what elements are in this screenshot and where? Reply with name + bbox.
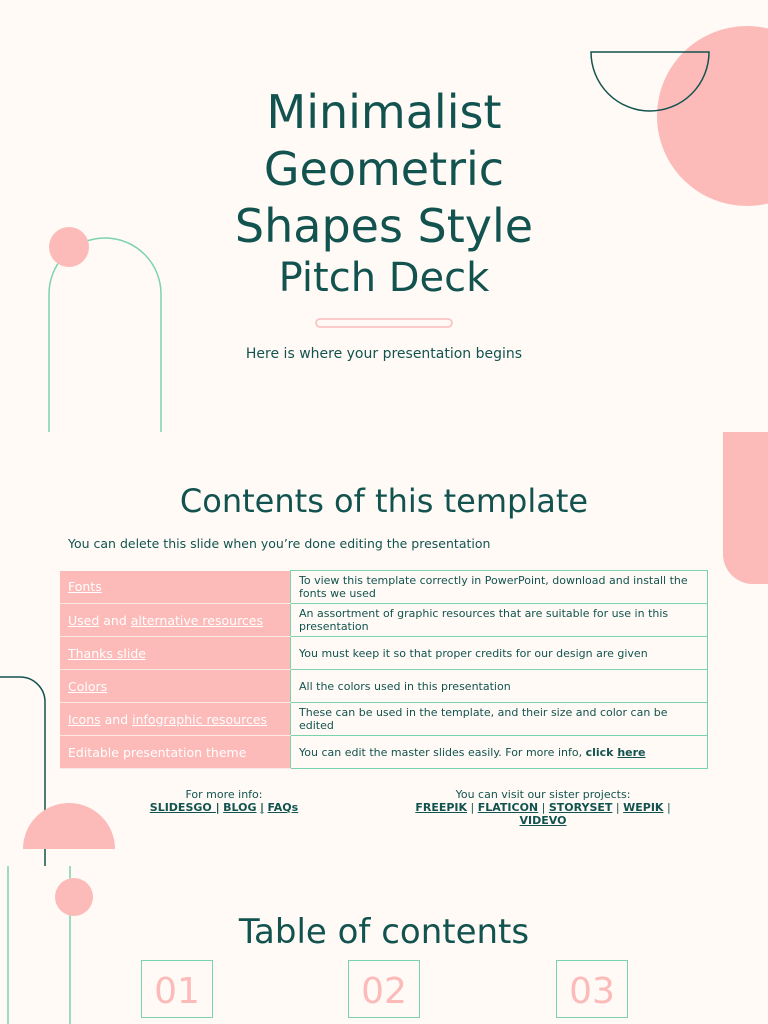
title-line-1: Minimalist	[266, 85, 502, 139]
subtitle: Here is where your presentation begins	[245, 346, 523, 362]
table-row	[60, 571, 708, 604]
blog-link[interactable]: BLOG	[223, 801, 257, 814]
row-label	[60, 736, 291, 769]
row-description: You must keep it so that proper credits for our design are given	[291, 637, 708, 670]
title-line-3: Shapes Style	[234, 199, 534, 253]
icons-link[interactable]: Icons	[68, 711, 101, 727]
label-connector: and	[99, 612, 131, 628]
slidesgo-link[interactable]: SLIDESGO	[149, 801, 216, 814]
table-row	[60, 637, 708, 670]
contents-table	[60, 570, 708, 769]
alternative-resources-link[interactable]: alternative resources	[130, 612, 264, 628]
slide-contents	[0, 432, 768, 866]
fonts-link[interactable]: Fonts	[68, 579, 102, 595]
click-text: click	[585, 745, 618, 759]
flaticon-link[interactable]: FLATICON	[477, 801, 539, 814]
storyset-link[interactable]: STORYSET	[548, 801, 613, 814]
row-description: All the colors used in this presentation	[291, 670, 708, 703]
row-label	[60, 670, 291, 703]
row-description	[291, 736, 708, 769]
videvo-link[interactable]: VIDEVO	[519, 814, 567, 827]
section-number-02[interactable]: 02	[348, 960, 420, 1018]
sister-projects-block: You can visit our sister projects: FREEPIK | FLATICON | STORYSET | WEPIK | VIDEVO	[400, 788, 686, 827]
more-info-block: For more info: SLIDESGO | BLOG | FAQs	[124, 788, 324, 814]
row-label	[60, 637, 291, 670]
row-label	[60, 604, 291, 637]
main-title	[0, 84, 768, 255]
divider-pill-shape	[316, 319, 452, 327]
freepik-link[interactable]: FREEPIK	[415, 801, 468, 814]
used-link[interactable]: Used	[68, 612, 100, 628]
table-row	[60, 736, 708, 769]
slide-title	[0, 0, 768, 432]
sister-projects-label: You can visit our sister projects:	[455, 788, 631, 801]
here-link[interactable]: here	[617, 745, 646, 759]
description-text: You can edit the master slides easily. For more info,	[299, 745, 586, 759]
row-label	[60, 703, 291, 736]
toc-title: Table of contents	[238, 912, 530, 952]
slide-table-of-contents	[0, 866, 768, 1024]
infographic-resources-link[interactable]: infographic resources	[132, 711, 268, 727]
section-number-01[interactable]: 01	[141, 960, 213, 1018]
row-description: These can be used in the template, and their size and color can be edited	[291, 703, 708, 736]
row-description: To view this template correctly in PowerPoint, download and install the fonts we used	[291, 571, 708, 604]
wepik-link[interactable]: WEPIK	[623, 801, 664, 814]
colors-link[interactable]: Colors	[68, 678, 108, 694]
contents-intro: You can delete this slide when you’re done editing the presentation	[68, 536, 491, 551]
section-number-03[interactable]: 03	[556, 960, 628, 1018]
faqs-link[interactable]: FAQs	[267, 801, 299, 814]
pink-half-circle-shape	[23, 803, 115, 849]
thanks-slide-link[interactable]: Thanks slide	[68, 645, 146, 661]
label-connector: and	[100, 711, 133, 727]
editable-theme-label: Editable presentation theme	[68, 744, 247, 760]
contents-title: Contents of this template	[179, 482, 589, 520]
row-description: An assortment of graphic resources that are suitable for use in this presentation	[291, 604, 708, 637]
table-row	[60, 670, 708, 703]
small-pink-dot-shape	[55, 878, 93, 916]
table-row	[60, 604, 708, 637]
row-label	[60, 571, 291, 604]
table-row	[60, 703, 708, 736]
more-info-label: For more info:	[185, 788, 263, 801]
title-line-2: Geometric	[263, 142, 505, 196]
title-subline: Pitch Deck	[278, 255, 490, 301]
